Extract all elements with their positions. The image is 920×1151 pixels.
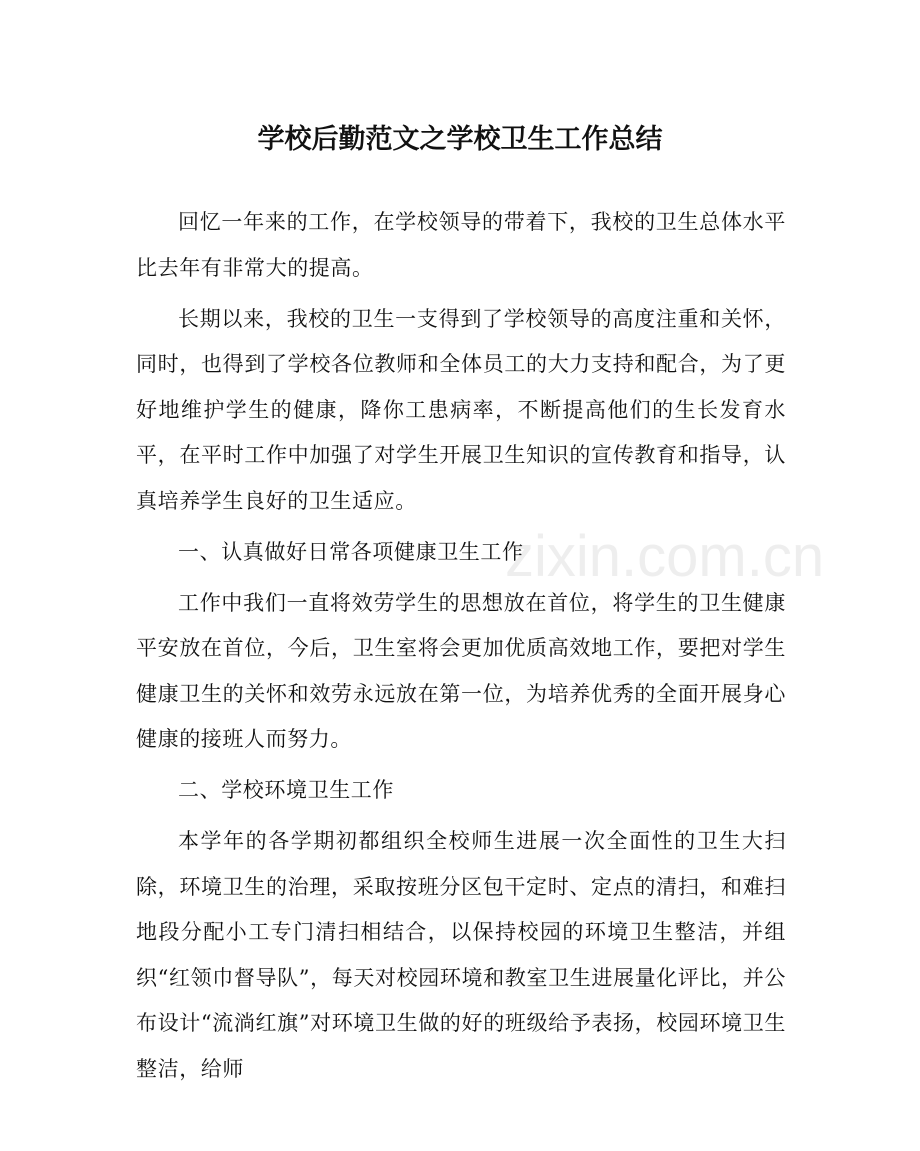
document-body (136, 200, 786, 1098)
document-title: 学校后勤范文之学校卫生工作总结 (257, 124, 663, 155)
paragraph-background: 长期以来，我校的卫生一支得到了学校领导的高度注重和关怀，同时，也得到了学校各位教师和全体员工的大力支持和配合，为了更好地维护学生的健康，降你工患病率，不断提高他们的生长发育水平，在平时工作中加强了对学生开展卫生知识的宣传教育和指导，认真培养学生良好的卫生适应。 (136, 306, 786, 513)
watermark: zixin.com.cn (505, 524, 825, 589)
paragraph-section-1: 工作中我们一直将效劳学生的思想放在首位，将学生的卫生健康平安放在首位，今后，卫生室将会更加优质高效地工作，要把对学生健康卫生的关怀和效劳永远放在第一位，为培养优秀的全面开展身心健康的接班人而努力。 (136, 590, 786, 751)
section-heading-2: 二、学校环境卫生工作 (178, 778, 394, 802)
paragraph-section-2: 本学年的各学期初都组织全校师生进展一次全面性的卫生大扫除，环境卫生的治理，采取按班分区包干定时、定点的清扫，和难扫地段分配小工专门清扫相结合，以保持校园的环境卫生整洁，并组织“红领巾督导队”，每天对校园环境和教室卫生进展量化评比，并公布设计“流淌红旗”对环境卫生做的好的班级给予表扬，校园环境卫生整洁，给师 (136, 829, 786, 1081)
paragraph-intro: 回忆一年来的工作，在学校领导的带着下，我校的卫生总体水平比去年有非常大的提高。 (136, 210, 786, 280)
section-heading-1: 一、认真做好日常各项健康卫生工作 (178, 539, 524, 564)
